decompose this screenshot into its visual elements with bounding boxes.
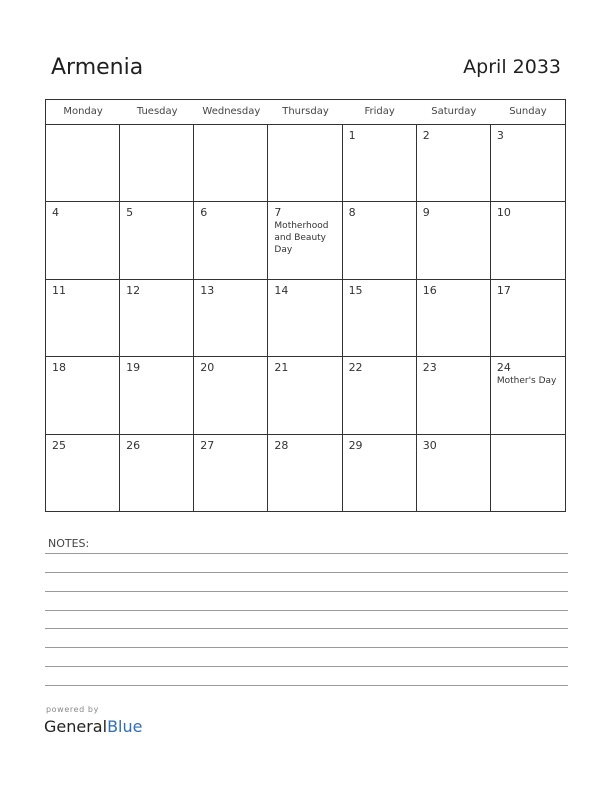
calendar-month-title: April 2033 — [463, 56, 561, 78]
calendar-day-cell — [268, 357, 342, 434]
calendar-day-cell — [417, 202, 491, 279]
calendar-grid — [45, 99, 566, 512]
calendar-day-cell — [120, 357, 194, 434]
calendar-day-cell — [417, 357, 491, 434]
weekday-header: Tuesday — [136, 106, 178, 117]
weekday-header: Sunday — [509, 106, 547, 117]
day-number: 30 — [422, 438, 437, 452]
powered-by-text: powered by — [46, 705, 99, 714]
day-number: 11 — [52, 283, 66, 297]
day-number: 14 — [274, 283, 289, 297]
calendar-day-cell — [46, 280, 120, 357]
day-number: 6 — [200, 206, 208, 220]
calendar-body — [46, 125, 565, 512]
calendar-day-cell — [417, 435, 491, 512]
day-number: 17 — [496, 283, 511, 297]
brand-general-text: General — [44, 717, 108, 736]
day-number: 2 — [422, 129, 430, 142]
holiday-event-label: Motherhood and Beauty Day — [274, 221, 329, 256]
day-number: 4 — [52, 206, 59, 220]
calendar-day-cell — [491, 125, 565, 202]
calendar-day-cell — [491, 202, 565, 279]
day-number: 23 — [422, 361, 437, 375]
note-line — [45, 685, 568, 686]
day-number: 9 — [422, 206, 430, 220]
note-line — [45, 572, 568, 573]
calendar-day-cell — [194, 280, 268, 357]
calendar-day-cell — [46, 357, 120, 434]
day-number: 3 — [496, 129, 504, 142]
day-number: 5 — [126, 206, 134, 220]
calendar-day-cell — [343, 125, 417, 202]
calendar-day-cell — [268, 202, 342, 279]
day-number: 10 — [496, 206, 511, 220]
calendar-day-cell — [120, 125, 194, 202]
notes-label: NOTES: — [48, 537, 90, 550]
note-line — [45, 666, 568, 667]
day-number: 24 — [496, 361, 511, 375]
calendar-day-cell — [491, 280, 565, 357]
calendar-day-cell — [120, 435, 194, 512]
calendar-day-cell — [343, 435, 417, 512]
day-number: 13 — [200, 283, 215, 297]
day-number: 7 — [274, 206, 282, 220]
calendar-day-cell — [343, 202, 417, 279]
calendar-day-cell — [120, 202, 194, 279]
calendar-day-cell — [343, 357, 417, 434]
calendar-day-cell — [194, 357, 268, 434]
day-number: 18 — [52, 361, 66, 375]
day-number: 21 — [274, 361, 289, 375]
day-number: 29 — [348, 438, 363, 452]
calendar-day-cell — [343, 280, 417, 357]
generalblue-logo — [44, 717, 142, 736]
holiday-event-label: Mother's Day — [496, 376, 557, 387]
weekday-header: Monday — [63, 106, 103, 117]
day-number: 27 — [200, 438, 215, 452]
calendar-day-cell — [268, 435, 342, 512]
calendar-day-cell — [120, 280, 194, 357]
weekday-header: Friday — [364, 106, 395, 117]
day-number: 1 — [348, 129, 356, 142]
calendar-day-cell — [194, 435, 268, 512]
day-number: 22 — [348, 361, 363, 375]
note-line — [45, 553, 568, 554]
calendar-day-cell — [46, 125, 120, 202]
day-number: 19 — [126, 361, 141, 375]
calendar-day-cell — [46, 435, 120, 512]
day-number: 16 — [422, 283, 437, 297]
day-number: 15 — [348, 283, 363, 297]
calendar-day-cell — [417, 280, 491, 357]
day-number: 12 — [126, 283, 141, 297]
day-number: 25 — [52, 438, 66, 452]
calendar-day-cell — [194, 125, 268, 202]
calendar-day-cell — [417, 125, 491, 202]
day-number: 26 — [126, 438, 141, 452]
note-line — [45, 610, 568, 611]
note-line — [45, 591, 568, 592]
note-line — [45, 647, 568, 648]
weekday-header: Thursday — [282, 106, 329, 117]
brand-blue-text: Blue — [107, 717, 143, 736]
calendar-day-cell — [268, 125, 342, 202]
day-number: 28 — [274, 438, 289, 452]
calendar-day-cell — [46, 202, 120, 279]
calendar-day-cell — [194, 202, 268, 279]
weekday-header-row — [46, 100, 565, 125]
day-number: 8 — [348, 206, 356, 220]
calendar-day-cell — [268, 280, 342, 357]
weekday-header: Saturday — [431, 106, 477, 117]
note-line — [45, 628, 568, 629]
calendar-day-cell — [491, 435, 565, 512]
calendar-day-cell — [491, 357, 565, 434]
day-number: 20 — [200, 361, 215, 375]
weekday-header: Wednesday — [202, 106, 261, 117]
calendar-country-title: Armenia — [51, 55, 144, 80]
